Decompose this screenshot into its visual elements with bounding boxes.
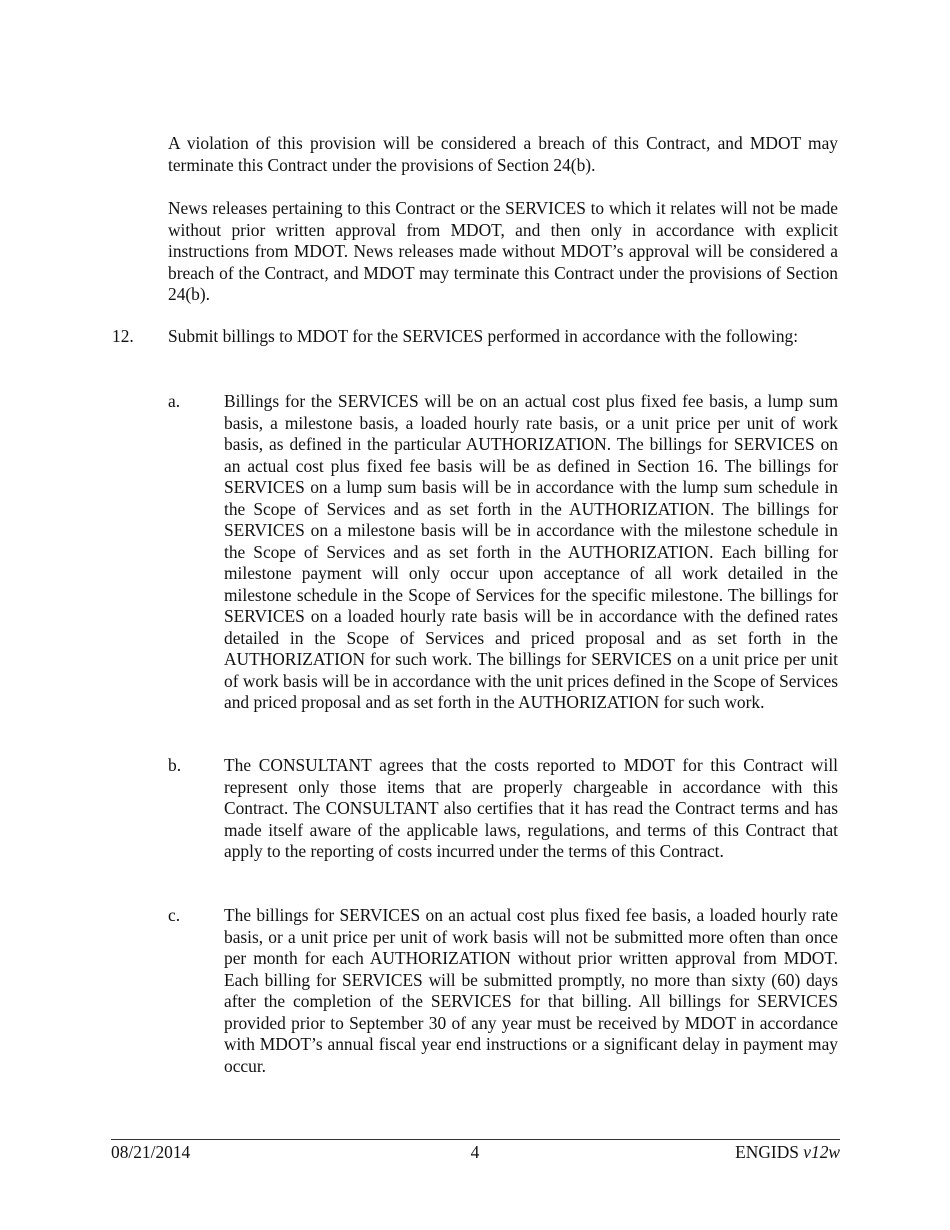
footer-doc-name: ENGIDS — [735, 1142, 799, 1162]
subitem-c-text: The billings for SERVICES on an actual cost plus fixed fee basis, a loaded hourly rate basis, or a unit price per unit of work basis will not be submitted more often than once per month for each AUTHORIZATION without prior written approval from MDOT. Each billing for SERVICES will be submitted promptly, no more than sixty (60) days after the completion of the SERVICES for that billing. All billings for SERVICES provided prior to September 30 of any year must be received by MDOT in accordance with MDOT’s annual fiscal year end instructions or a significant delay in payment may occur. — [224, 905, 838, 1076]
subitem-a-letter: a. — [168, 391, 181, 411]
footer-date: 08/21/2014 — [111, 1142, 191, 1162]
item-12-text: Submit billings to MDOT for the SERVICES performed in accordance with the following: — [168, 326, 799, 346]
footer-page-number: 4 — [470, 1142, 480, 1162]
subitem-b-text: The CONSULTANT agrees that the costs reported to MDOT for this Contract will represent only those items that are properly chargeable in accordance with this Contract. The CONSULTANT also certifies that it has read the Contract terms and has made itself aware of the applicable laws, regulations, and terms of this Contract that apply to the reporting of costs incurred under the terms of this Contract. — [224, 755, 838, 861]
footer-doc-version: v12w — [803, 1142, 840, 1162]
subitem-b-letter: b. — [168, 755, 182, 775]
paragraph-news-releases: News releases pertaining to this Contract or the SERVICES to which it relates will not be made without prior written approval from MDOT, and then only in accordance with explicit instructions from MDOT. News releases made without MDOT’s approval will be considered a breach of the Contract, and MDOT may terminate this Contract under the provisions of Section 24(b). — [168, 198, 838, 304]
item-12-number: 12. — [112, 326, 134, 346]
subitem-a-text: Billings for the SERVICES will be on an actual cost plus fixed fee basis, a lump sum basis, a milestone basis, a loaded hourly rate basis, or a unit price per unit of work basis, as defined in the particular AUTHORIZATION. The billings for SERVICES on an actual cost plus fixed fee basis will be as defined in Section 16. The billings for SERVICES on a lump sum basis will be in accordance with the lump sum schedule in the Scope of Services and as set forth in the AUTHORIZATION. The billings for SERVICES on a milestone basis will be in accordance with the milestone schedule in the Scope of Services and as set forth in the AUTHORIZATION. Each billing for milestone payment will only occur upon acceptance of all work detailed in the milestone schedule in the Scope of Services for the specific milestone. The billings for SERVICES on a loaded hourly rate basis will be in accordance with the defined rates detailed in the Scope of Services and priced proposal and as set forth in the AUTHORIZATION for such work. The billings for SERVICES on a unit price per unit of work basis will be in accordance with the unit prices defined in the Scope of Services and priced proposal and as set forth in the AUTHORIZATION for such work. — [224, 391, 838, 712]
paragraph-violation: A violation of this provision will be considered a breach of this Contract, and MDOT may terminate this Contract under the provisions of Section 24(b). — [168, 133, 838, 175]
subitem-c-letter: c. — [168, 905, 181, 925]
footer-divider — [111, 1139, 840, 1140]
footer-doc-id — [735, 1142, 840, 1164]
